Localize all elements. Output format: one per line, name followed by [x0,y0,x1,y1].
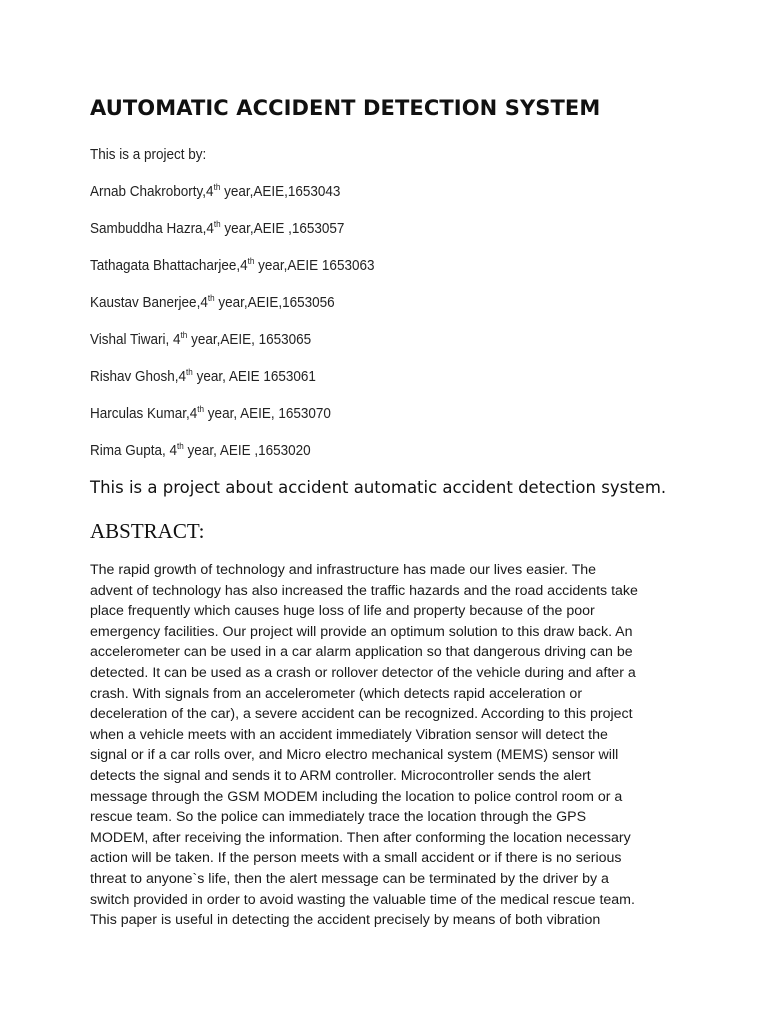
abstract-line: The rapid growth of technology and infrastructure has made our lives easier. The [90,562,597,578]
abstract-line: action will be taken. If the person meets with a small accident or if there is no serious [90,850,622,867]
abstract-line: deceleration of the car), a severe accident can be recognized. According to this project [90,706,633,723]
member-line: Rishav Ghosh,4th year, AEIE 1653061 [90,367,316,385]
abstract-line: crash. With signals from an accelerometer (which detects rapid acceleration or [90,685,583,702]
abstract-line: detects the signal and sends it to ARM controller. Microcontroller sends the alert [90,767,591,784]
abstract-line: message through the GSM MODEM including the location to police control room or a [90,788,623,805]
member-line: Arnab Chakroborty,4th year,AEIE,1653043 [90,182,341,200]
document-title: AUTOMATIC ACCIDENT DETECTION SYSTEM [90,96,601,120]
abstract-line: when a vehicle meets with an accident immediately Vibration sensor will detect the [90,726,608,743]
abstract-line: rescue team. So the police can immediately trace the location through the GPS [90,809,587,826]
abstract-line: accelerometer can be used in a car alarm application so that dangerous driving can be [90,644,633,661]
member-line: Rima Gupta, 4th year, AEIE ,1653020 [90,441,311,459]
member-line: Tathagata Bhattacharjee,4th year,AEIE 1653063 [90,256,375,274]
abstract-paragraph [90,560,690,931]
project-about-text: This is a project about accident automatic accident detection system. [90,478,667,497]
abstract-heading: ABSTRACT: [90,519,205,543]
abstract-line: advent of technology has also increased the traffic hazards and the road accidents take [90,582,638,599]
abstract-line: detected. It can be used as a crash or rollover detector of the vehicle during and after a [90,664,636,681]
abstract-line: emergency facilities. Our project will provide an optimum solution to this draw back. An [90,623,633,640]
member-line: Sambuddha Hazra,4th year,AEIE ,1653057 [90,219,345,237]
abstract-line: place frequently which causes huge loss of life and property because of the poor [90,603,595,620]
member-line: Kaustav Banerjee,4th year,AEIE,1653056 [90,293,335,311]
abstract-line: switch provided in order to avoid wasting the valuable time of the medical rescue team. [90,891,635,908]
member-line: Vishal Tiwari, 4th year,AEIE, 1653065 [90,330,312,348]
abstract-line: signal or if a car rolls over, and Micro electro mechanical system (MEMS) sensor will [90,747,619,764]
abstract-line: threat to anyone`s life, then the alert message can be terminated by the driver by a [90,870,609,887]
member-line: Harculas Kumar,4th year, AEIE, 1653070 [90,404,331,422]
abstract-line: MODEM, after receiving the information. Then after conforming the location necessary [90,829,631,846]
abstract-line: This paper is useful in detecting the accident precisely by means of both vibration [90,912,601,929]
intro-text: This is a project by: [90,146,207,163]
